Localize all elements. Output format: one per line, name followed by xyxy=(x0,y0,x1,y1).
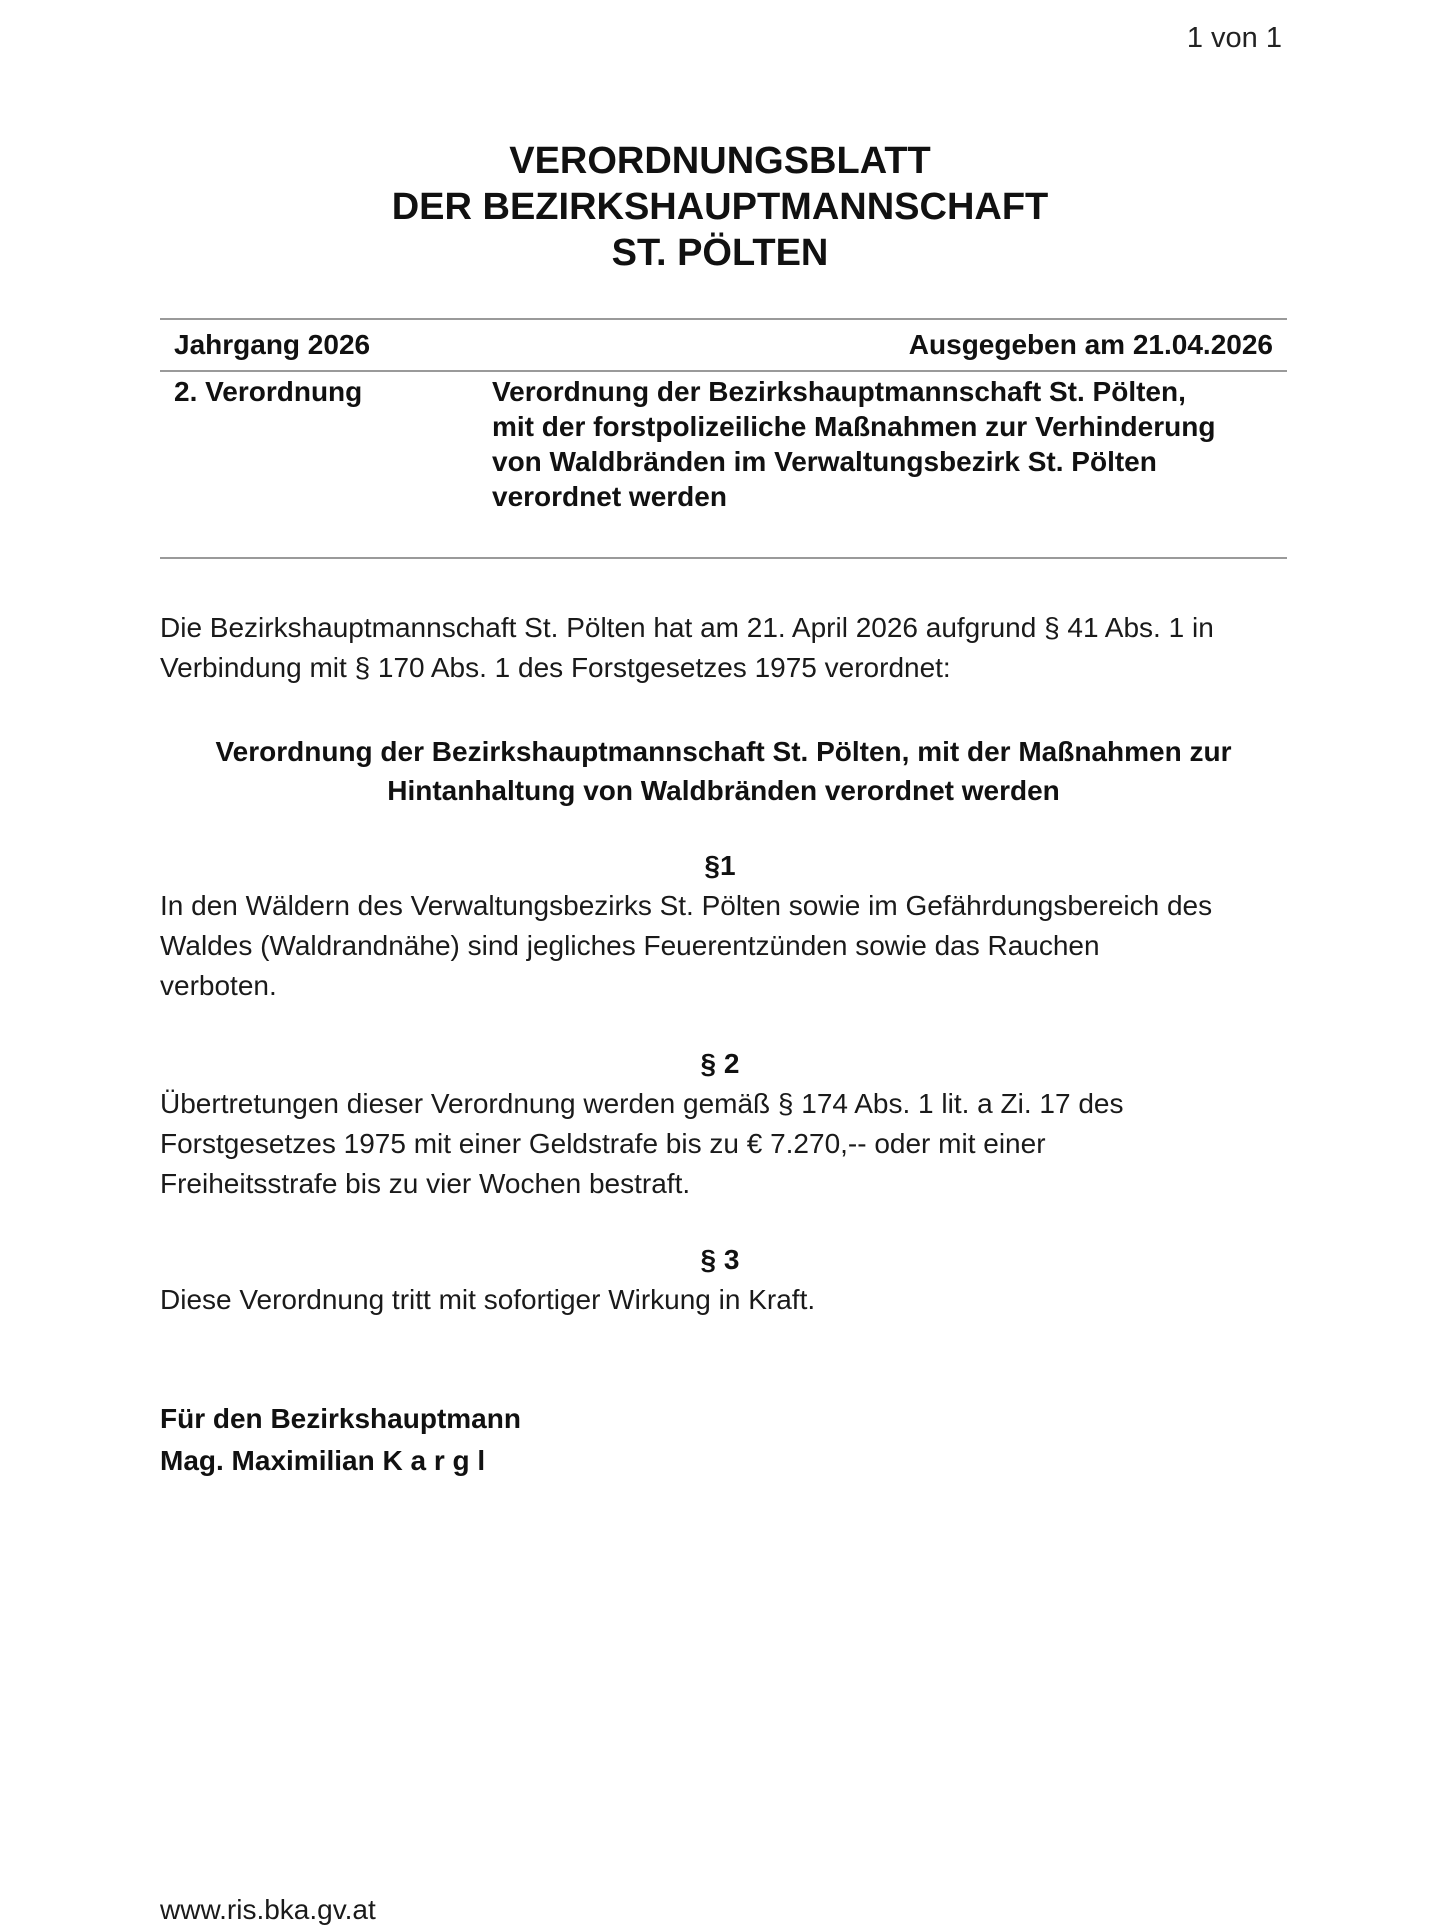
section-2-heading: § 2 xyxy=(700,1048,740,1079)
section-line: Freiheitsstrafe bis zu vier Wochen bestraft. xyxy=(160,1168,691,1199)
section-line: Forstgesetzes 1975 mit einer Geldstrafe bis zu € 7.270,-- oder mit einer xyxy=(160,1128,1046,1159)
header-line-2: DER BEZIRKSHAUPTMANNSCHAFT xyxy=(391,186,1049,228)
signature-block xyxy=(160,1398,521,1482)
section-line: verboten. xyxy=(160,970,277,1001)
footer-url[interactable]: www.ris.bka.gv.at xyxy=(160,1894,376,1925)
verordnung-number: 2. Verordnung xyxy=(174,376,363,407)
header-line-3: ST. PÖLTEN xyxy=(611,232,829,274)
regulation-title xyxy=(160,732,1287,810)
jahrgang: Jahrgang 2026 xyxy=(174,329,371,360)
document-header xyxy=(0,138,1440,276)
section-1-heading: §1 xyxy=(704,850,736,881)
verordnung-title-line: verordnet werden xyxy=(492,481,727,512)
section-line: Diese Verordnung tritt mit sofortiger Wirkung in Kraft. xyxy=(160,1284,816,1315)
header-line-1: VERORDNUNGSBLATT xyxy=(509,140,931,182)
meta-row-issue xyxy=(160,320,1287,370)
signature-role: Für den Bezirkshauptmann xyxy=(160,1403,521,1434)
section-line: Übertretungen dieser Verordnung werden gemäß § 174 Abs. 1 lit. a Zi. 17 des xyxy=(160,1088,1124,1119)
verordnung-title-line: von Waldbränden im Verwaltungsbezirk St. Pölten xyxy=(492,446,1157,477)
verordnung-title-line: mit der forstpolizeiliche Maßnahmen zur Verhinderung xyxy=(492,411,1216,442)
intro-paragraph xyxy=(160,608,1290,688)
intro-line: Verbindung mit § 170 Abs. 1 des Forstgesetzes 1975 verordnet: xyxy=(160,652,951,683)
ausgegeben-date: Ausgegeben am 21.04.2026 xyxy=(908,329,1273,360)
intro-line: Die Bezirkshauptmannschaft St. Pölten hat am 21. April 2026 aufgrund § 41 Abs. 1 in xyxy=(160,612,1214,643)
meta-table xyxy=(160,318,1287,559)
section-3-body xyxy=(160,1280,1290,1320)
signature-name: Mag. Maximilian K a r g l xyxy=(160,1445,486,1476)
section-3-heading: § 3 xyxy=(700,1244,740,1275)
section-line: In den Wäldern des Verwaltungsbezirks St. Pölten sowie im Gefährdungsbereich des xyxy=(160,890,1213,921)
section-1-body xyxy=(160,886,1290,1006)
meta-row-title xyxy=(160,372,1287,557)
verordnung-title-line: Verordnung der Bezirkshauptmannschaft St. Pölten, xyxy=(492,376,1186,407)
regulation-title-line: Verordnung der Bezirkshauptmannschaft St. Pölten, mit der Maßnahmen zur xyxy=(215,736,1232,767)
section-2-body xyxy=(160,1084,1290,1204)
regulation-title-line: Hintanhaltung von Waldbränden verordnet werden xyxy=(387,775,1060,806)
section-line: Waldes (Waldrandnähe) sind jegliches Feuerentzünden sowie das Rauchen xyxy=(160,930,1100,961)
bottom-rule xyxy=(160,557,1287,559)
verordnung-title xyxy=(492,374,1273,557)
page-number: 1 von 1 xyxy=(1186,22,1282,54)
